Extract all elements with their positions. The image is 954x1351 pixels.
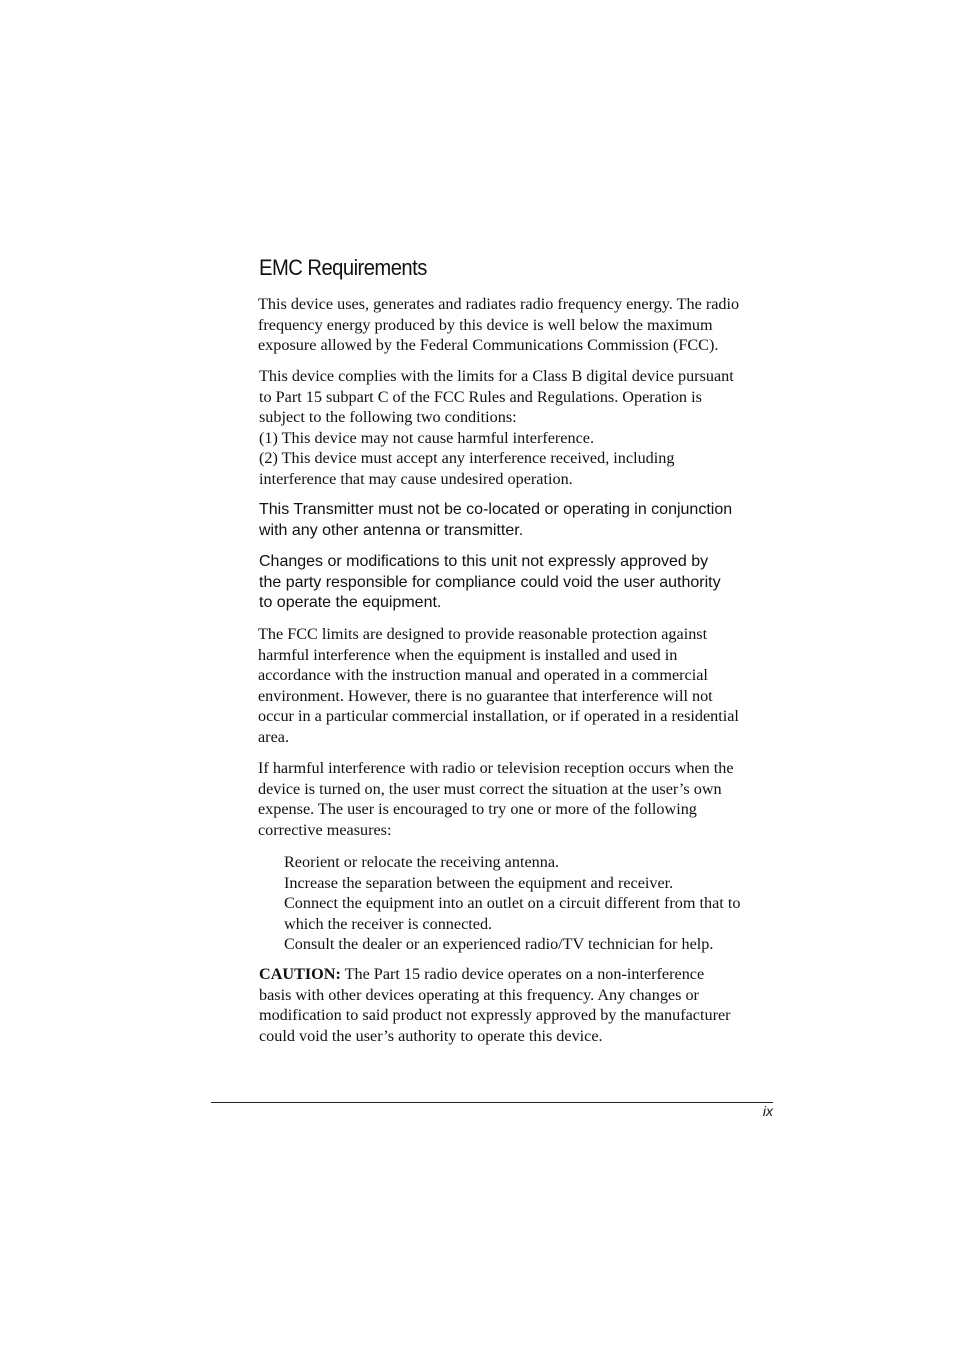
text-line: subject to the following two conditions: (259, 408, 517, 426)
text-line (259, 964, 731, 985)
condition-2: (2) This device must accept any interference received, including (259, 449, 675, 467)
section-heading: EMC Requirements (259, 255, 427, 280)
text-line: expense. The user is encouraged to try one or more of the following (258, 800, 697, 818)
caution-text: The Part 15 radio device operates on a non-interference (340, 965, 705, 983)
paragraph-radio-energy (258, 294, 739, 356)
caution-paragraph (259, 964, 731, 1046)
text-line: accordance with the instruction manual and operated in a commercial (258, 666, 708, 684)
text-line: frequency energy produced by this device is well below the maximum (258, 315, 713, 334)
text-line: could void the user’s authority to operate this device. (259, 1026, 603, 1045)
paragraph-fcc-limits (258, 624, 739, 747)
text-line: corrective measures: (258, 820, 392, 839)
text-line: environment. However, there is no guarantee that interference will not (258, 686, 713, 705)
list-item: Connect the equipment into an outlet on a circuit different from that to (284, 894, 741, 912)
text-line: harmful interference when the equipment is installed and used in (258, 645, 678, 664)
text-line: area. (258, 727, 289, 746)
text-line: The FCC limits are designed to provide reasonable protection against (258, 625, 708, 643)
text-line: with any other antenna or transmitter. (259, 521, 524, 539)
text-line: This device complies with the limits for a Class B digital device pursuant (259, 367, 734, 385)
page-number: ix (762, 1103, 773, 1119)
paragraph-co-location (259, 500, 732, 541)
text-line: device is turned on, the user must correct the situation at the user’s own (258, 779, 722, 798)
text-line: Changes or modifications to this unit not expressly approved by (259, 553, 709, 570)
paragraph-harmful-interference (258, 758, 734, 840)
list-item: which the receiver is connected. (284, 914, 493, 933)
text-line: If harmful interference with radio or television reception occurs when the (258, 759, 734, 777)
text-line: to operate the equipment. (259, 594, 442, 611)
text-line: the party responsible for compliance could void the user authority (259, 573, 721, 591)
text-line: occur in a particular commercial installation, or if operated in a residential (258, 707, 739, 725)
caution-label: CAUTION: (259, 965, 341, 983)
text-line: interference that may cause undesired operation. (259, 469, 573, 488)
corrective-measures-list (284, 852, 740, 955)
text-line: This device uses, generates and radiates radio frequency energy. The radio (258, 295, 740, 313)
text-line: basis with other devices operating at this frequency. Any changes or (259, 985, 699, 1004)
list-item: Consult the dealer or an experienced radio/TV technician for help. (284, 935, 714, 953)
condition-1: (1) This device may not cause harmful interference. (259, 428, 594, 447)
list-item: Reorient or relocate the receiving antenna. (284, 853, 560, 871)
footer-divider (211, 1102, 773, 1103)
list-item: Increase the separation between the equipment and receiver. (284, 873, 674, 892)
paragraph-class-b-compliance (259, 366, 734, 489)
text-line: This Transmitter must not be co-located or operating in conjunction (259, 501, 733, 518)
text-line: modification to said product not expressly approved by the manufacturer (259, 1006, 731, 1024)
paragraph-modifications (259, 552, 721, 614)
text-line: to Part 15 subpart C of the FCC Rules and Regulations. Operation is (259, 387, 702, 406)
text-line: exposure allowed by the Federal Communications Commission (FCC). (258, 336, 719, 354)
